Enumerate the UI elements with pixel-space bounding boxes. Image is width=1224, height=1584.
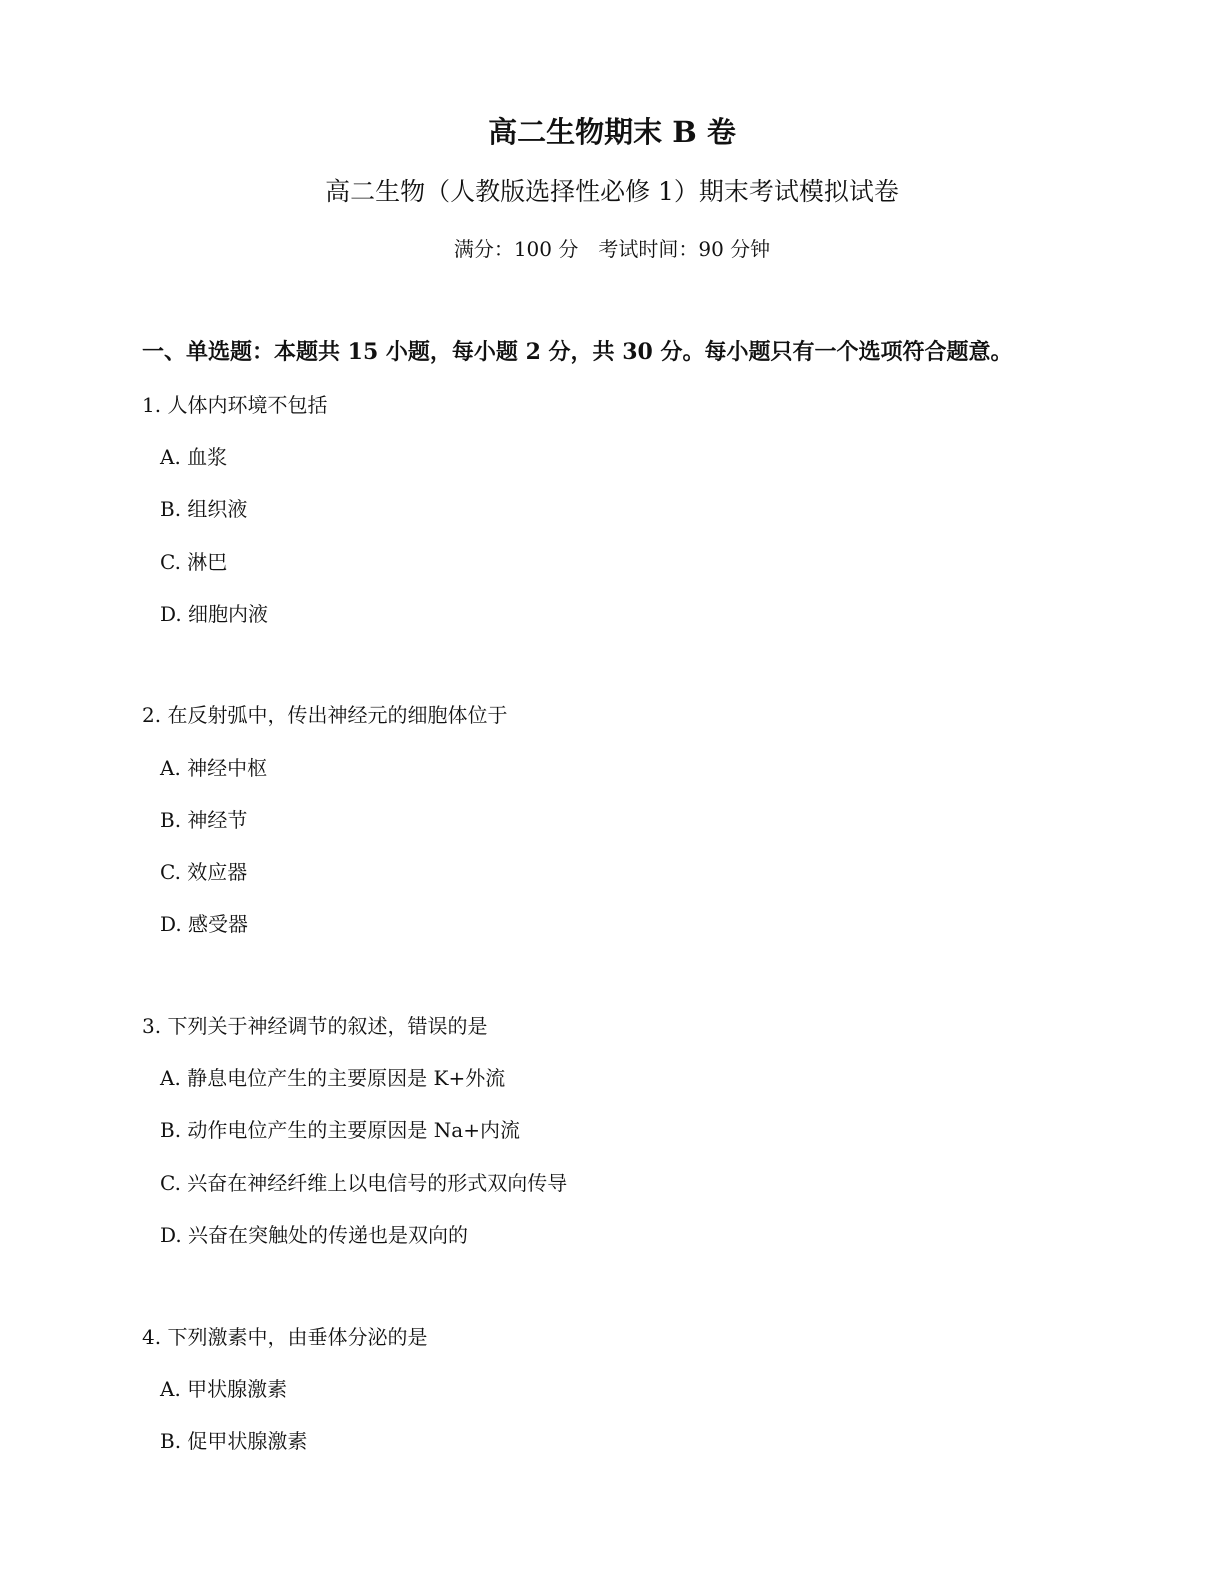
question-stem-3: 3. 下列关于神经调节的叙述，错误的是 [142,1014,488,1038]
question-1-option-d: D. 细胞内液 [160,602,269,626]
exam-meta-info: 满分：100 分 考试时间：90 分钟 [453,237,771,261]
question-2-option-b: B. 神经节 [160,808,248,832]
question-2-option-d: D. 感受器 [160,912,249,936]
question-2-option-a: A. 神经中枢 [160,756,268,780]
question-1-option-b: B. 组织液 [160,497,248,521]
question-4-option-a: A. 甲状腺激素 [160,1377,288,1401]
question-4-option-b: B. 促甲状腺激素 [160,1429,308,1453]
exam-subtitle: 高二生物（人教版选择性必修 1）期末考试模拟试卷 [325,177,899,206]
section-heading: 一、单选题：本题共 15 小题，每小题 2 分，共 30 分。每小题只有一个选项符合题意。 [142,339,1013,365]
question-1-option-a: A. 血浆 [160,445,228,469]
question-stem-2: 2. 在反射弧中，传出神经元的细胞体位于 [142,703,508,727]
question-3-option-d: D. 兴奋在突触处的传递也是双向的 [160,1223,469,1247]
question-1-option-c: C. 淋巴 [160,550,228,574]
question-stem-1: 1. 人体内环境不包括 [142,393,328,417]
question-3-option-c: C. 兴奋在神经纤维上以电信号的形式双向传导 [160,1171,568,1195]
question-3-option-b: B. 动作电位产生的主要原因是 Na+内流 [160,1118,520,1142]
question-stem-4: 4. 下列激素中，由垂体分泌的是 [142,1325,428,1349]
question-2-option-c: C. 效应器 [160,860,248,884]
exam-title: 高二生物期末 B 卷 [488,115,736,149]
question-3-option-a: A. 静息电位产生的主要原因是 K+外流 [160,1066,506,1090]
